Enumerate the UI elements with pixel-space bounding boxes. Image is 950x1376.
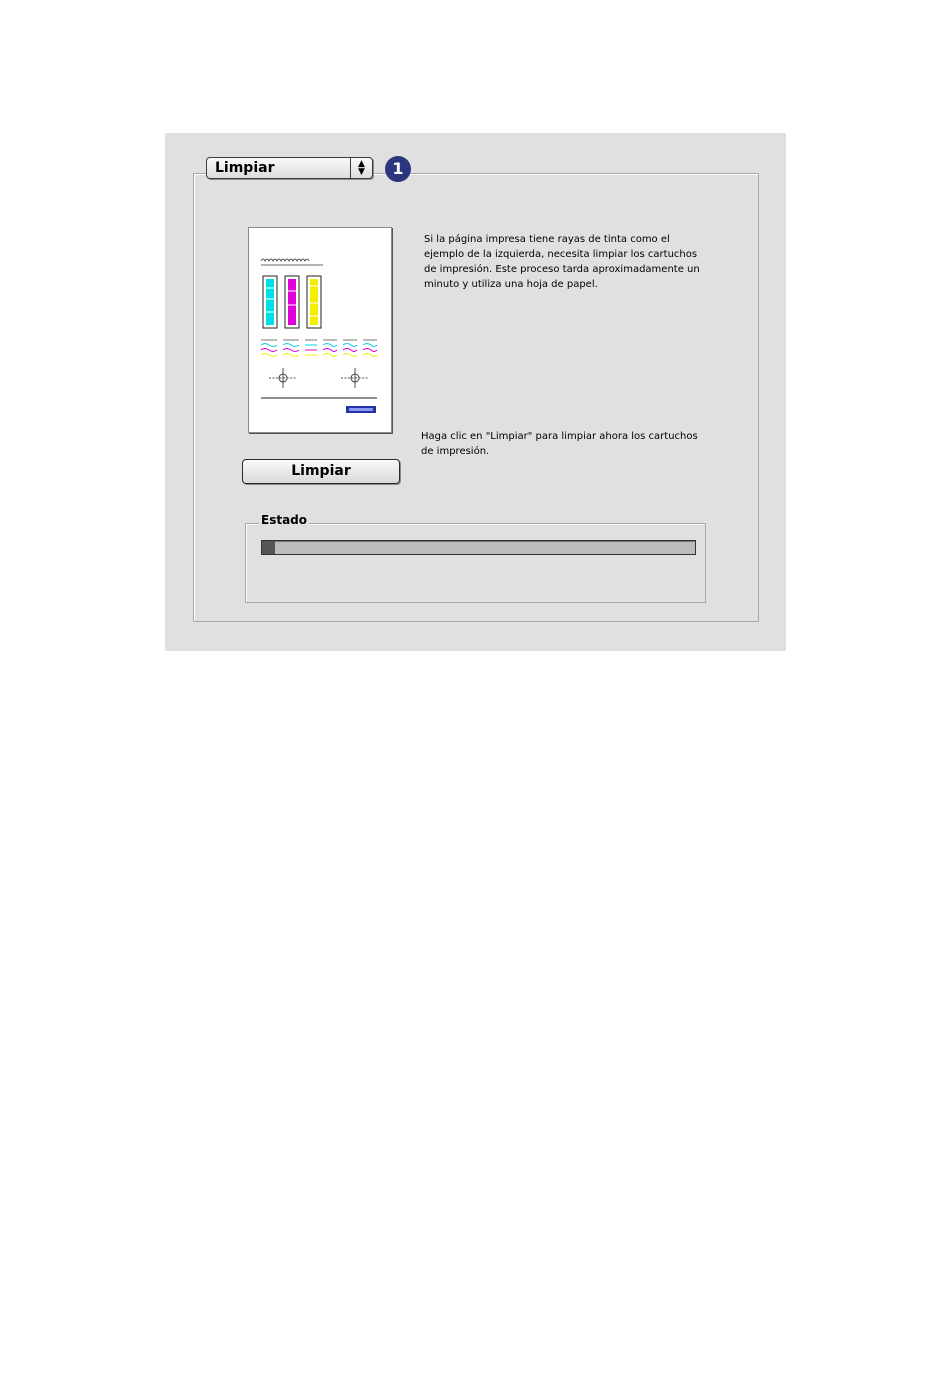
callout-number-badge: 1 xyxy=(385,156,411,182)
status-group-title: Estado xyxy=(261,513,308,527)
status-progress-bar xyxy=(261,540,696,555)
sample-printout-image xyxy=(248,227,392,433)
yellow-bar-icon xyxy=(307,276,321,328)
cartridge-clean-panel xyxy=(165,133,786,651)
clean-description-text: Si la página impresa tiene rayas de tinta como el ejemplo de la izquierda, necesita limpiar los cartuchos de impresión. Este proceso tarda aproximadamente un minuto y utiliza una hoja de papel. xyxy=(424,234,700,290)
crosshair-target-icon xyxy=(269,368,297,388)
status-group-box xyxy=(245,523,706,603)
wavy-test-pattern-icon xyxy=(261,340,377,357)
progress-fill xyxy=(262,541,275,554)
popup-selected-label: Limpiar xyxy=(215,160,275,176)
magenta-bar-icon xyxy=(285,276,299,328)
cyan-bar-icon xyxy=(263,276,277,328)
clean-instruction-text: Haga clic en "Limpiar" para limpiar ahora los cartuchos de impresión. xyxy=(421,431,698,457)
sample-printout-illustration xyxy=(249,228,391,432)
popup-updown-arrows-icon: ▲ ▼ xyxy=(350,158,372,178)
crosshair-target-icon xyxy=(341,368,369,388)
service-popup-menu[interactable] xyxy=(206,157,373,179)
clean-button[interactable]: Limpiar xyxy=(242,459,400,484)
